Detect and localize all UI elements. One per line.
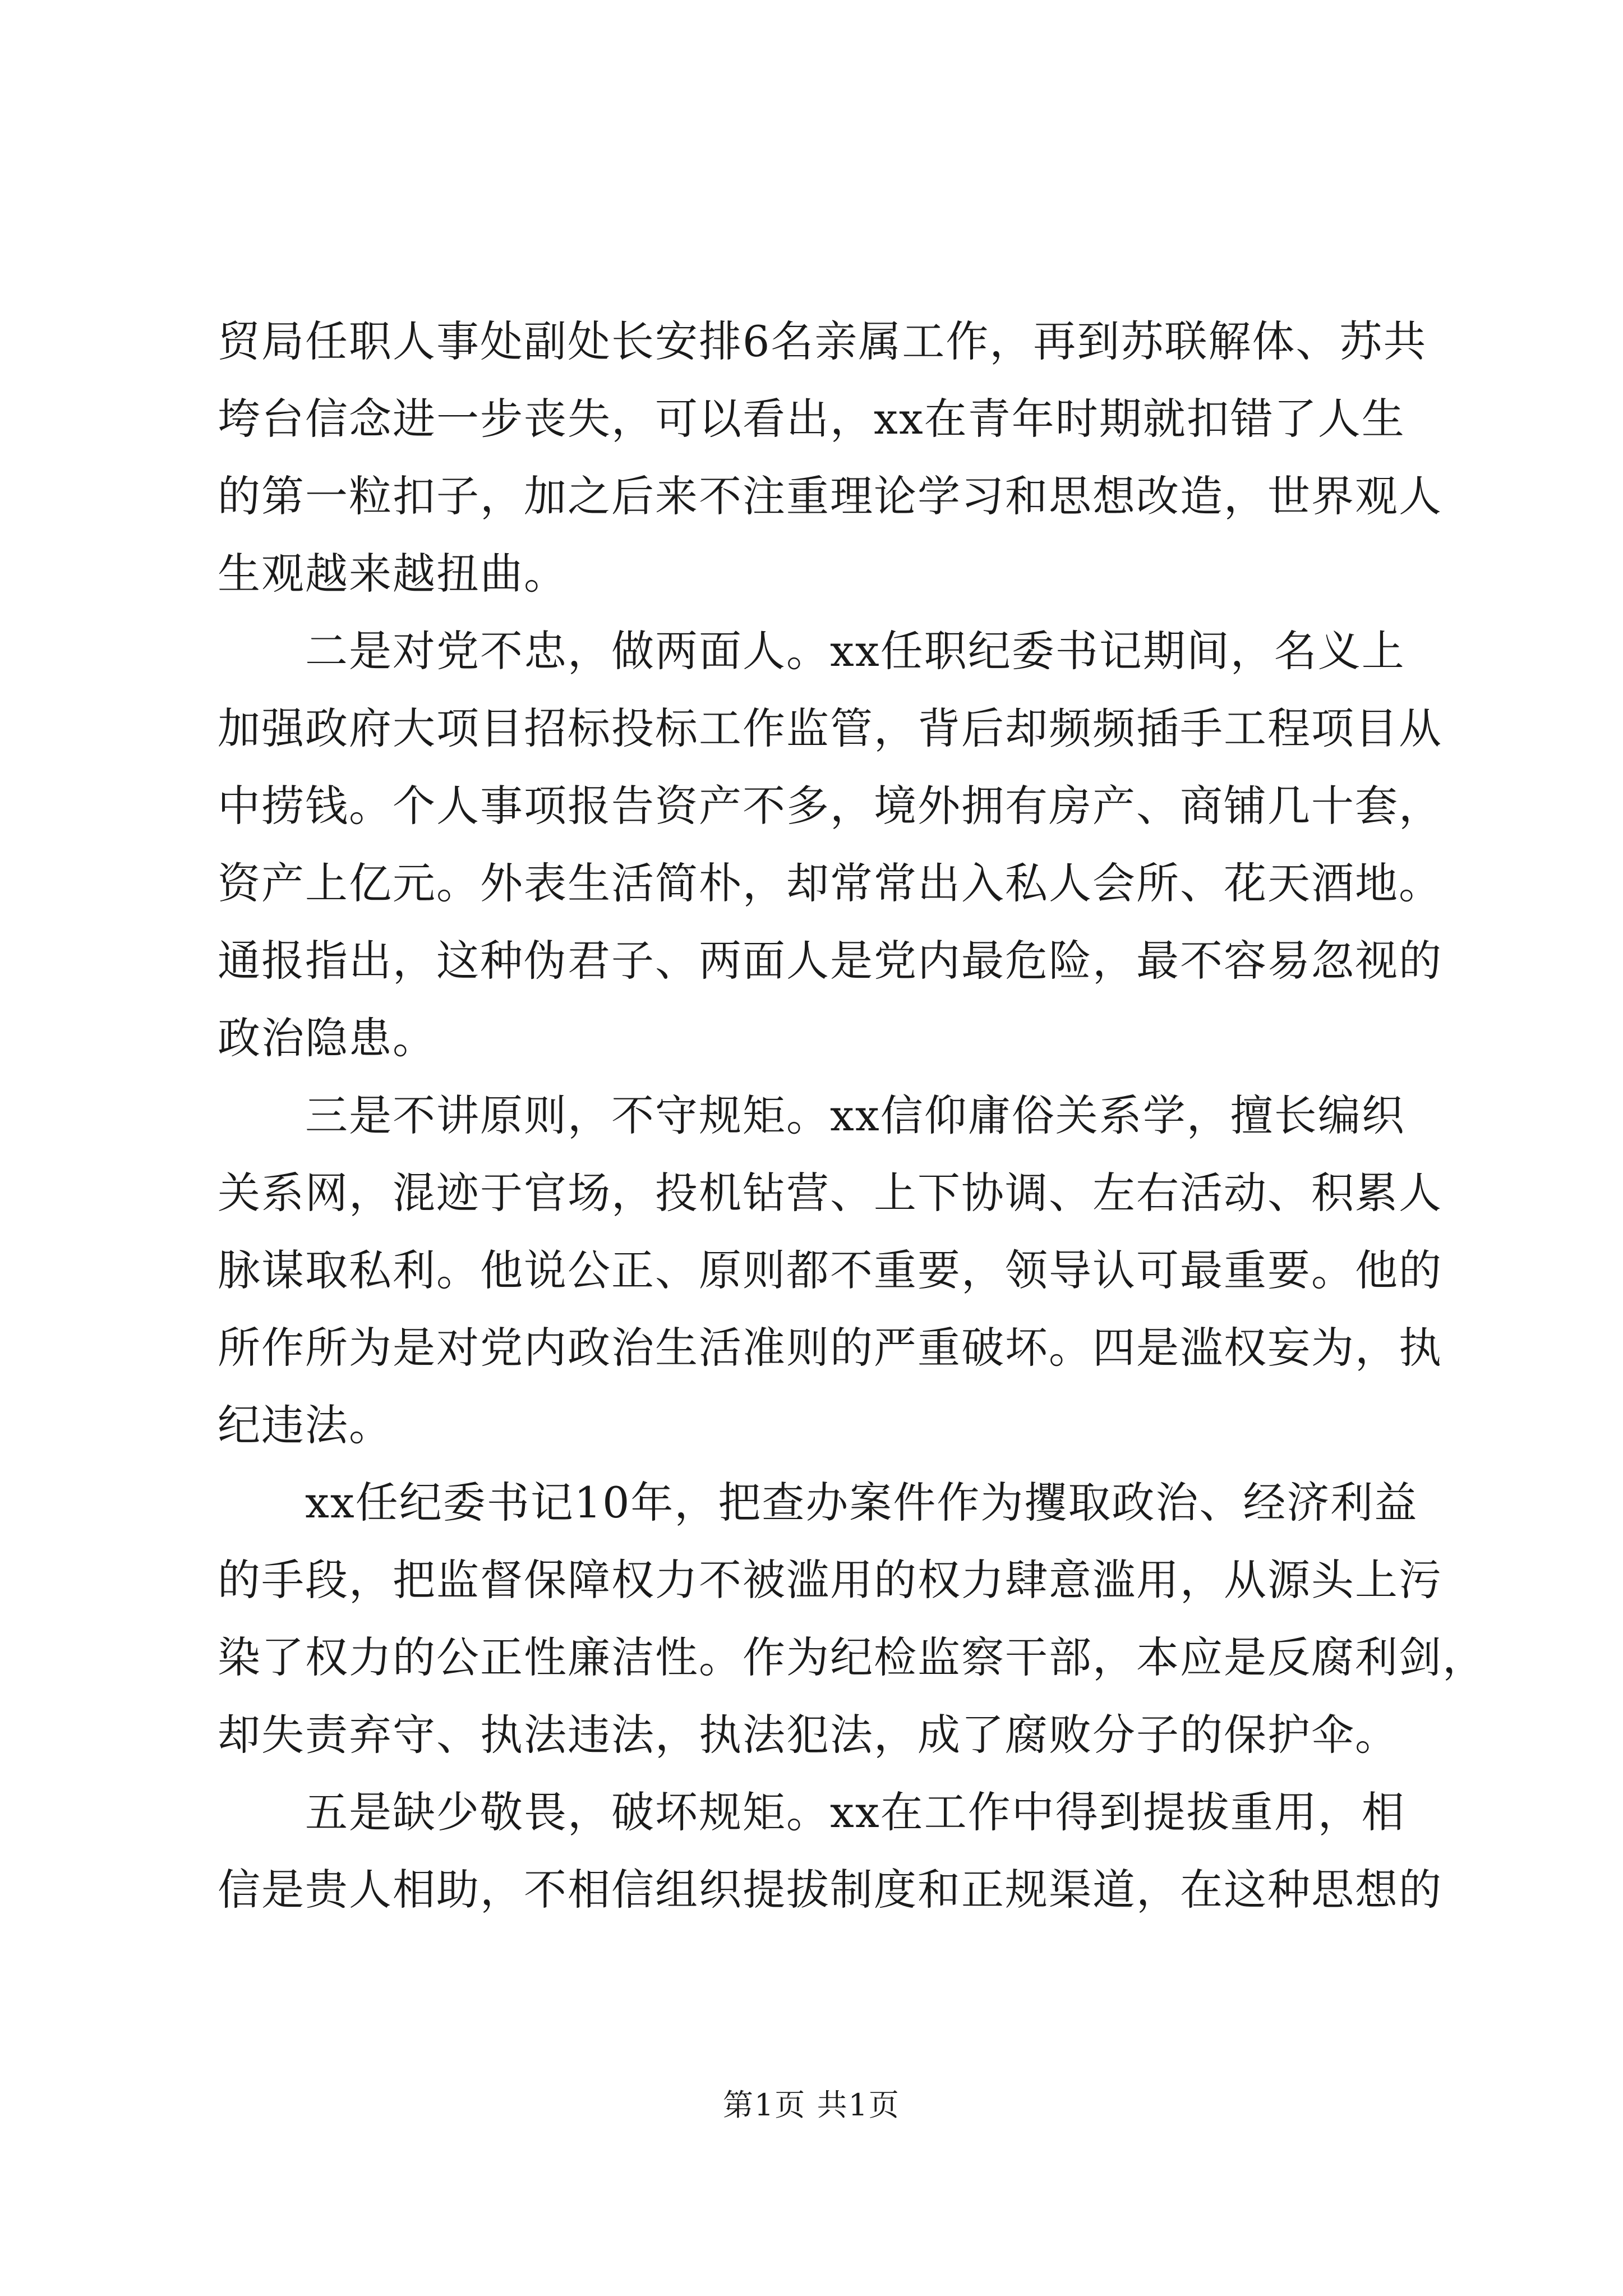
text-line-4: 生观越来越扭曲。 [218,549,568,599]
text-line-9: 通报指出，这种伪君子、两面人是党内最危险，最不容易忽视的 [218,936,1442,986]
text-line-18: 染了权力的公正性廉洁性。作为纪检监察干部，本应是反腐利剑， [218,1632,1486,1682]
text-line-19: 却失责弃守、执法违法，执法犯法，成了腐败分子的保护伞。 [218,1710,1399,1760]
text-line-15: 纪违法。 [218,1400,393,1450]
text-line-3: 的第一粒扣子，加之后来不注重理论学习和思想改造，世界观人 [218,471,1442,521]
text-line-20: 五是缺少敬畏，破坏规矩。xx在工作中得到提拔重用，相 [218,1787,1405,1837]
text-line-6: 加强政府大项目招标投标工作监管，背后却频频插手工程项目从 [218,703,1442,753]
page-number: 第1页 共1页 [723,2087,900,2123]
text-line-10: 政治隐患。 [218,1013,436,1063]
text-line-7: 中捞钱。个人事项报告资产不多，境外拥有房产、商铺几十套， [218,781,1442,831]
page-footer [0,2086,1623,2125]
text-line-11: 三是不讲原则，不守规矩。xx信仰庸俗关系学，擅长编织 [218,1091,1405,1140]
text-line-8: 资产上亿元。外表生活简朴，却常常出入私人会所、花天酒地。 [218,858,1442,908]
text-line-1: 贸局任职人事处副处长安排6名亲属工作，再到苏联解体、苏共 [218,316,1427,366]
text-line-2: 垮台信念进一步丧失，可以看出，xx在青年时期就扣错了人生 [218,394,1405,444]
text-line-14: 所作所为是对党内政治生活准则的严重破坏。四是滥权妄为，执 [218,1323,1442,1373]
text-line-21: 信是贵人相助，不相信组织提拔制度和正规渠道，在这种思想的 [218,1865,1442,1915]
text-line-12: 关系网，混迹于官场，投机钻营、上下协调、左右活动、积累人 [218,1168,1442,1218]
body-text [218,303,1486,1929]
text-line-17: 的手段，把监督保障权力不被滥用的权力肆意滥用，从源头上污 [218,1555,1442,1605]
text-line-5: 二是对党不忠，做两面人。xx任职纪委书记期间，名义上 [218,626,1405,676]
text-line-13: 脉谋取私利。他说公正、原则都不重要，领导认可最重要。他的 [218,1245,1442,1295]
text-line-16: xx任纪委书记10年，把查办案件作为攫取政治、经济利益 [218,1478,1418,1527]
